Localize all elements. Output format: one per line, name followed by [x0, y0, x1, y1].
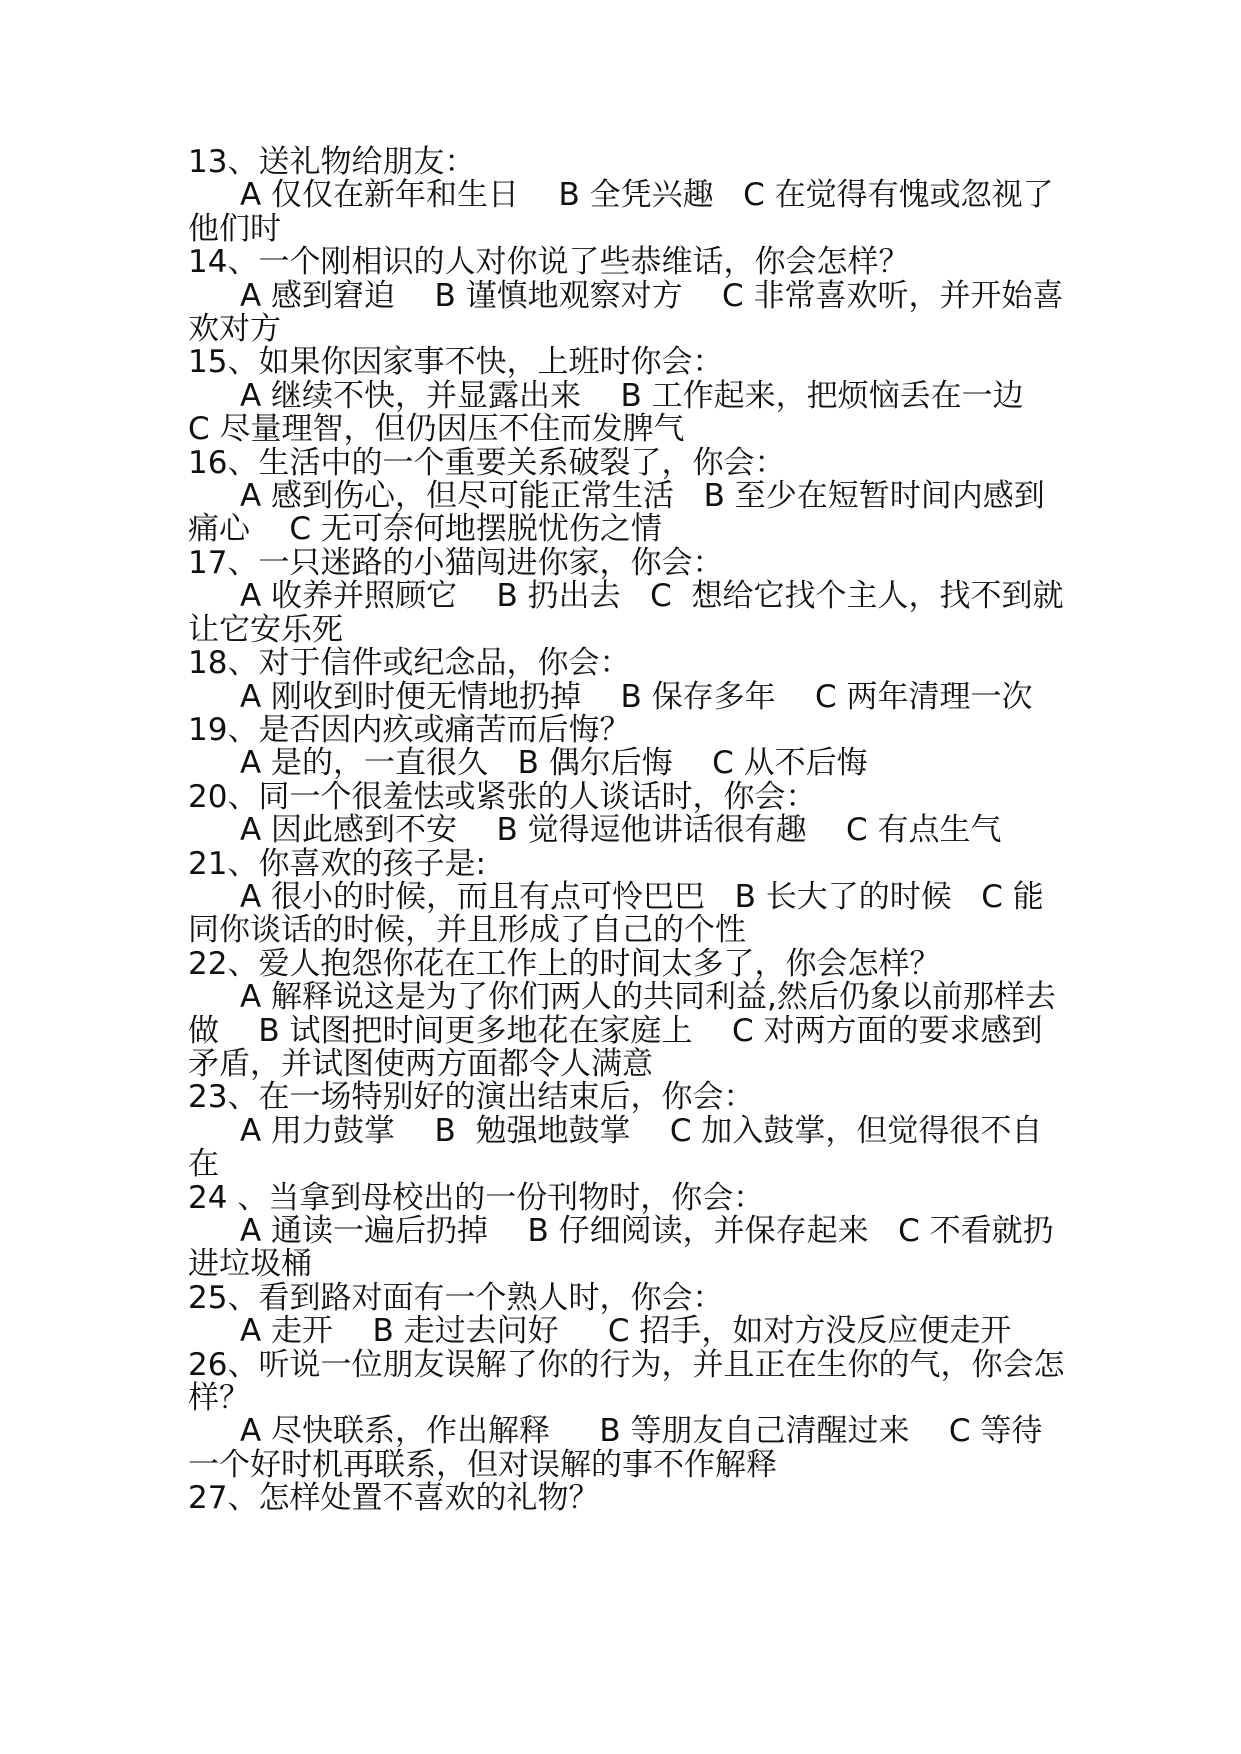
options-22: A 解释说这是为了你们两人的共同利益,然后仍象以前那样去做 B 试图把时间更多地花在家庭上 C 对两方面的要求感到矛盾，并试图使两方面都令人满意	[188, 979, 1056, 1082]
question-27: 27、怎样处置不喜欢的礼物？	[188, 1480, 600, 1517]
question-24: 24 、当拿到母校出的一份刊物时，你会：	[188, 1179, 765, 1216]
options-16: A 感到伤心，但尽可能正常生活 B 至少在短暂时间内感到痛心 C 无可奈何地摆脱忧伤之情	[188, 478, 1045, 548]
question-18: 18、对于信件或纪念品，你会：	[188, 645, 631, 682]
options-25: A 走开 B 走过去问好 C 招手，如对方没反应便走开	[240, 1313, 1012, 1350]
question-21: 21、你喜欢的孩子是:	[188, 845, 486, 882]
question-25: 25、看到路对面有一个熟人时，你会：	[188, 1279, 724, 1316]
options-26: A 尽快联系，作出解释 B 等朋友自己清醒过来 C 等待一个好时机再联系，但对误解的事不作解释	[188, 1413, 1043, 1483]
question-15: 15、如果你因家事不快，上班时你会：	[188, 344, 724, 381]
options-21: A 很小的时候，而且有点可怜巴巴 B 长大了的时候 C 能同你谈话的时候，并且形成了自己的个性	[188, 878, 1044, 949]
options-17: A 收养并照顾它 B 扔出去 C 想给它找个主人，找不到就让它安乐死	[188, 578, 1064, 648]
options-20: A 因此感到不安 B 觉得逗他讲话很有趣 C 有点生气	[240, 812, 1002, 849]
options-14: A 感到窘迫 B 谨慎地观察对方 C 非常喜欢听，并开始喜欢对方	[188, 277, 1064, 348]
document-body	[188, 146, 1068, 1516]
options-18: A 刚收到时便无情地扔掉 B 保存多年 C 两年清理一次	[240, 678, 1033, 715]
question-14: 14、一个刚相识的人对你说了些恭维话，你会怎样？	[188, 244, 910, 281]
options-19: A 是的，一直很久 B 偶尔后悔 C 从不后悔	[240, 745, 868, 782]
question-26: 26、听说一位朋友误解了你的行为，并且正在生你的气，你会怎样？	[188, 1346, 1065, 1417]
options-15: A 继续不快，并显露出来 B 工作起来，把烦恼丢在一边 C 尽量理智，但仍因压不住而发脾气	[188, 377, 1064, 448]
question-17: 17、一只迷路的小猫闯进你家，你会：	[188, 544, 724, 581]
question-13: 13、送礼物给朋友：	[188, 144, 476, 180]
question-22: 22、爱人抱怨你花在工作上的时间太多了，你会怎样？	[188, 945, 941, 982]
question-16: 16、生活中的一个重要关系破裂了，你会：	[188, 444, 786, 481]
options-13: A 仅仅在新年和生日 B 全凭兴趣 C 在觉得有愧或忽视了他们时	[188, 177, 1054, 247]
options-23: A 用力鼓掌 B 勉强地鼓掌 C 加入鼓掌，但觉得很不自在	[188, 1112, 1043, 1183]
options-24: A 通读一遍后扔掉 B 仔细阅读，并保存起来 C 不看就扔进垃圾桶	[188, 1213, 1054, 1283]
question-20: 20、同一个很羞怯或紧张的人谈话时，你会：	[188, 778, 817, 815]
question-23: 23、在一场特别好的演出结束后，你会：	[188, 1079, 755, 1116]
question-19: 19、是否因内疚或痛苦而后悔？	[188, 711, 631, 748]
